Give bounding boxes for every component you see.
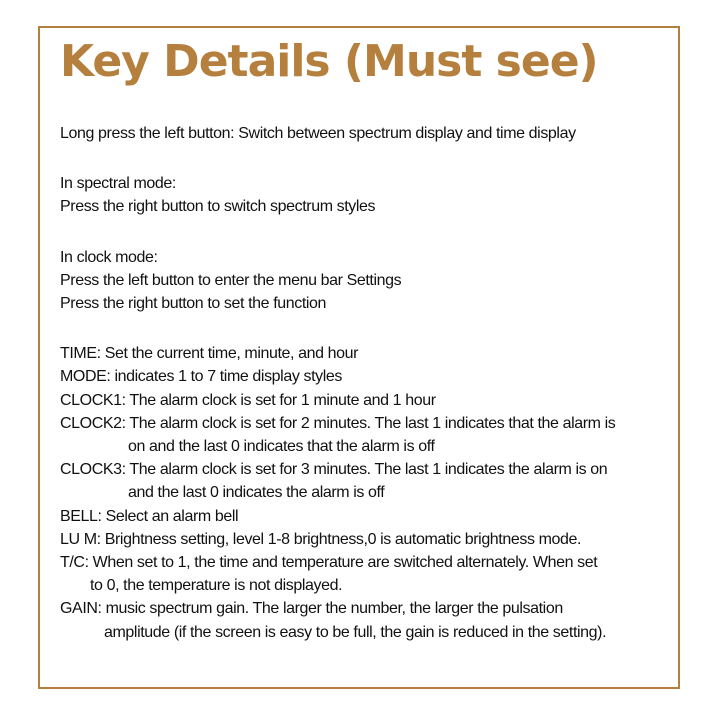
setting-tc-continued: to 0, the temperature is not displayed.	[90, 577, 343, 595]
details-body	[60, 122, 670, 644]
setting-gain: GAIN: music spectrum gain. The larger the number, the larger the pulsation	[60, 600, 563, 618]
clock-mode-text-1: Press the left button to enter the menu bar Settings	[60, 271, 402, 289]
setting-mode: MODE: indicates 1 to 7 time display styles	[60, 368, 342, 386]
page-title: Key Details (Must see)	[60, 36, 598, 87]
setting-time: TIME: Set the current time, minute, and hour	[60, 345, 359, 363]
setting-bell: BELL: Select an alarm bell	[60, 507, 239, 525]
clock-mode-heading: In clock mode:	[60, 248, 158, 266]
setting-clock2-continued: on and the last 0 indicates that the alarm is off	[128, 438, 435, 456]
clock-mode-text-2: Press the right button to set the function	[60, 295, 327, 313]
setting-gain-continued: amplitude (if the screen is easy to be full, the gain is reduced in the setting).	[104, 623, 607, 641]
setting-clock2: CLOCK2: The alarm clock is set for 2 minutes. The last 1 indicates that the alarm is	[60, 414, 616, 432]
spectral-mode-text: Press the right button to switch spectrum styles	[60, 198, 376, 216]
setting-clock3-continued: and the last 0 indicates the alarm is off	[128, 484, 385, 502]
spacer	[60, 315, 670, 342]
details-frame	[38, 26, 680, 689]
spectral-mode-heading: In spectral mode:	[60, 175, 176, 193]
setting-clock3: CLOCK3: The alarm clock is set for 3 minutes. The last 1 indicates the alarm is on	[60, 461, 608, 479]
spacer	[60, 145, 670, 172]
setting-clock1: CLOCK1: The alarm clock is set for 1 minute and 1 hour	[60, 391, 436, 409]
intro-text: Long press the left button: Switch between spectrum display and time display	[60, 125, 576, 142]
setting-lum: LU M: Brightness setting, level 1-8 brightness,0 is automatic brightness mode.	[60, 530, 582, 548]
spacer	[60, 219, 670, 246]
setting-tc: T/C: When set to 1, the time and temperature are switched alternately. When set	[60, 554, 598, 572]
